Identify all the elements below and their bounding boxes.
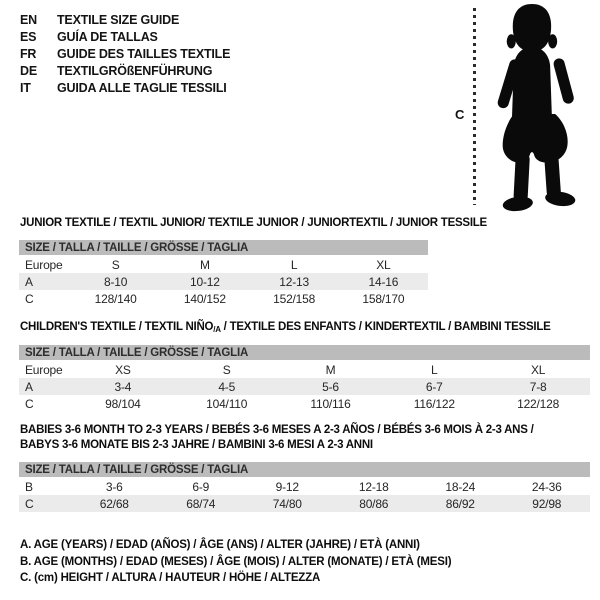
babies-table-title bbox=[20, 423, 534, 453]
language-row-en bbox=[20, 11, 230, 28]
children-title-part2: / TEXTILE DES ENFANTS / KINDERTEXTIL / BAMBINI TESSILE bbox=[220, 321, 551, 333]
size-cell: 12-13 bbox=[279, 274, 309, 289]
junior-table-title: JUNIOR TEXTILE / TEXTIL JUNIOR/ TEXTILE JUNIOR / JUNIORTEXTIL / JUNIOR TESSILE bbox=[20, 217, 487, 229]
row-label: C bbox=[25, 396, 34, 411]
size-cell: 158/170 bbox=[362, 291, 405, 306]
height-dashed-line bbox=[473, 8, 476, 205]
size-cell: 68/74 bbox=[186, 496, 216, 511]
size-cell: XL bbox=[530, 362, 546, 377]
language-row-es bbox=[20, 28, 230, 45]
legend-line-a: A. AGE (YEARS) / EDAD (AÑOS) / ÂGE (ANS) / ALTER (JAHRE) / ETÀ (ANNI) bbox=[20, 539, 420, 551]
size-cell: 74/80 bbox=[272, 496, 302, 511]
children-title-subscript: /A bbox=[213, 325, 221, 334]
table-row-c bbox=[19, 290, 428, 307]
baby-silhouette-icon bbox=[481, 3, 593, 213]
size-cell: 3-4 bbox=[114, 379, 132, 394]
size-cell: M bbox=[325, 362, 336, 377]
size-cell: 4-5 bbox=[218, 379, 236, 394]
size-cell: 6-7 bbox=[425, 379, 443, 394]
language-title: TEXTILE SIZE GUIDE bbox=[57, 12, 180, 27]
size-cell: 8-10 bbox=[104, 274, 128, 289]
size-cell: 14-16 bbox=[368, 274, 399, 289]
table-row-a bbox=[19, 273, 428, 290]
table-row-a bbox=[19, 378, 590, 395]
size-cell: 86/92 bbox=[445, 496, 475, 511]
children-table-title bbox=[20, 321, 551, 334]
row-label: B bbox=[25, 479, 33, 494]
size-cell: 104/110 bbox=[206, 396, 248, 411]
language-row-de bbox=[20, 62, 230, 79]
legend-line-b: B. AGE (MONTHS) / EDAD (MESES) / ÂGE (MOIS) / ALTER (MONATE) / ETÀ (MESI) bbox=[20, 555, 452, 568]
row-label: Europe bbox=[25, 362, 63, 377]
size-cell: S bbox=[111, 257, 120, 272]
table-row-c bbox=[19, 495, 590, 512]
size-cell: 3-6 bbox=[105, 479, 123, 494]
language-code: EN bbox=[20, 12, 37, 27]
babies-title-line1: BABIES 3-6 MONTH TO 2-3 YEARS / BEBÉS 3-6 MESES A 2-3 AÑOS / BÉBÉS 3-6 MOIS À 2-3 ANS / bbox=[20, 424, 534, 436]
language-row-it bbox=[20, 79, 230, 96]
size-cell: 122/128 bbox=[517, 396, 560, 411]
size-header-bar: SIZE / TALLA / TAILLE / GRÖSSE / TAGLIA bbox=[19, 240, 428, 255]
language-title: GUIDE DES TAILLES TEXTILE bbox=[57, 46, 231, 61]
size-cell: 116/122 bbox=[413, 396, 455, 411]
language-code: DE bbox=[20, 63, 37, 78]
size-cell: 128/140 bbox=[94, 291, 137, 306]
size-cell: 80/86 bbox=[359, 496, 389, 511]
language-title: GUIDA ALLE TAGLIE TESSILI bbox=[57, 80, 227, 95]
size-cell: 5-6 bbox=[322, 379, 339, 394]
language-code: FR bbox=[20, 46, 37, 61]
row-label: A bbox=[25, 379, 33, 394]
babies-title-line2: BABYS 3-6 MONATE BIS 2-3 JAHRE / BAMBINI 3-6 MESI A 2-3 ANNI bbox=[20, 439, 373, 451]
size-header-bar: SIZE / TALLA / TAILLE / GRÖSSE / TAGLIA bbox=[19, 345, 590, 360]
language-row-fr bbox=[20, 45, 230, 62]
table-row-c bbox=[19, 395, 590, 412]
size-cell: 6-9 bbox=[192, 479, 210, 494]
size-cell: 7-8 bbox=[529, 379, 547, 394]
size-header-bar: SIZE / TALLA / TAILLE / GRÖSSE / TAGLIA bbox=[19, 462, 590, 477]
size-cell: 110/116 bbox=[310, 396, 351, 411]
babies-size-table bbox=[19, 462, 590, 512]
size-cell: 18-24 bbox=[445, 479, 476, 494]
language-title: GUÍA DE TALLAS bbox=[57, 29, 158, 44]
size-cell: 24-36 bbox=[531, 479, 562, 494]
size-cell: 98/104 bbox=[105, 396, 141, 411]
size-cell: S bbox=[222, 362, 231, 377]
size-cell: 140/152 bbox=[183, 291, 226, 306]
size-cell: XS bbox=[115, 362, 131, 377]
size-cell: 152/158 bbox=[273, 291, 316, 306]
children-size-table bbox=[19, 345, 590, 412]
size-cell: 10-12 bbox=[190, 274, 220, 289]
size-cell: L bbox=[431, 362, 438, 377]
row-label: C bbox=[25, 496, 34, 511]
language-title: TEXTILGRÖßENFÜHRUNG bbox=[57, 63, 213, 78]
table-row-europe bbox=[19, 256, 428, 273]
size-cell: 62/68 bbox=[99, 496, 129, 511]
language-title-list bbox=[20, 11, 230, 96]
size-cell: 9-12 bbox=[275, 479, 299, 494]
legend-line-c: C. (cm) HEIGHT / ALTURA / HAUTEUR / HÖHE / ALTEZZA bbox=[20, 572, 321, 584]
children-title-part1: CHILDREN'S TEXTILE / TEXTIL NIÑO bbox=[20, 321, 214, 333]
language-code: ES bbox=[20, 29, 37, 44]
table-row-europe bbox=[19, 361, 590, 378]
size-cell: M bbox=[199, 257, 210, 272]
language-code: IT bbox=[20, 80, 31, 95]
size-cell: 12-18 bbox=[358, 479, 389, 494]
row-label: C bbox=[25, 291, 34, 306]
size-cell: XL bbox=[376, 257, 391, 272]
junior-size-table bbox=[19, 240, 428, 307]
height-marker-label: C bbox=[455, 107, 465, 122]
size-cell: L bbox=[290, 257, 298, 272]
row-label: A bbox=[25, 274, 33, 289]
measurement-legend bbox=[20, 537, 451, 587]
row-label: Europe bbox=[25, 257, 63, 272]
size-cell: 92/98 bbox=[532, 496, 562, 511]
table-row-b bbox=[19, 478, 590, 495]
